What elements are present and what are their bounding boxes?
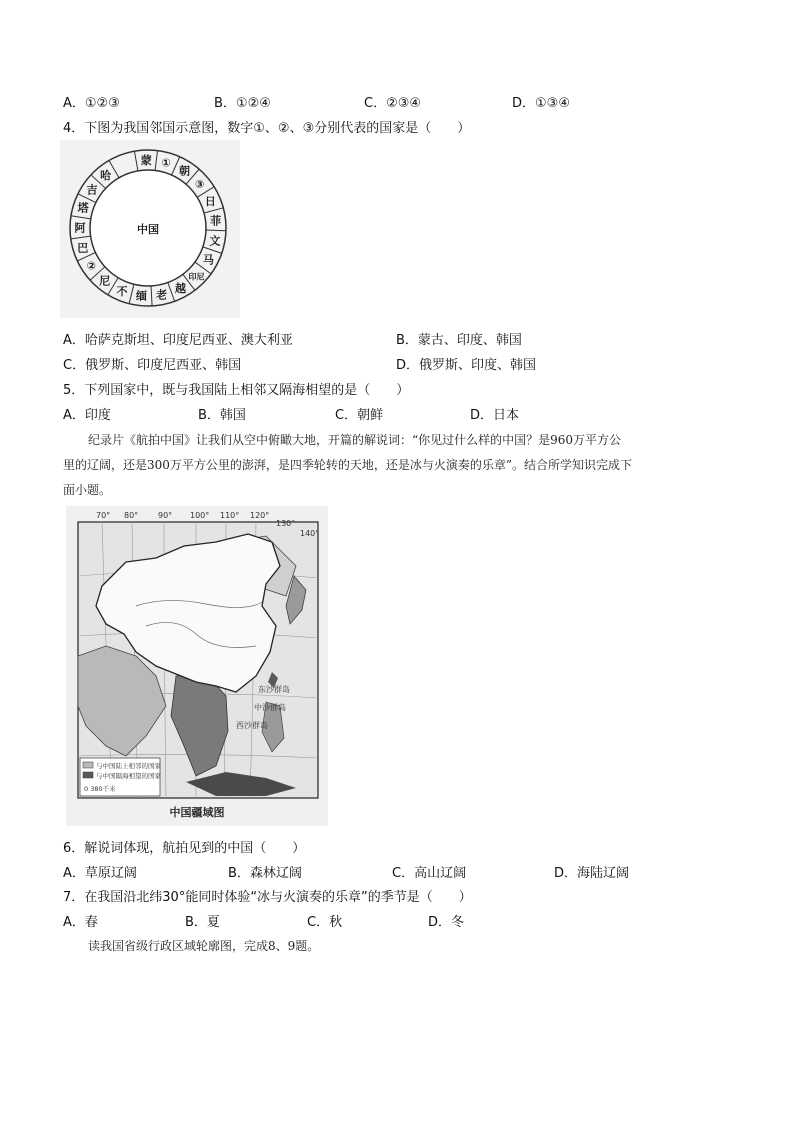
q5-option-b: B．韩国 xyxy=(198,408,246,423)
ring-label: 老 xyxy=(156,288,168,302)
ring-label: 缅 xyxy=(135,289,147,303)
passage-line-1: 纪录片《航拍中国》让我们从空中俯瞰大地，开篇的解说词：“你见过什么样的中国？是960万平方公 xyxy=(88,433,622,447)
lon-label: 80° xyxy=(124,511,139,520)
map-scale: 0 380千米 xyxy=(84,785,116,793)
q4-option-c: C．俄罗斯、印度尼西亚、韩国 xyxy=(63,358,242,373)
q6-option-a: A．草原辽阔 xyxy=(63,866,137,881)
ring-label: 哈 xyxy=(100,168,112,182)
island-label-xisha: 西沙群岛 xyxy=(236,721,268,730)
ring-label: 印尼 xyxy=(188,272,205,282)
ring-label: ② xyxy=(86,259,96,273)
ring-label: 阿 xyxy=(74,221,86,235)
q6-option-b: B．森林辽阔 xyxy=(228,866,302,881)
q4-option-d: D．俄罗斯、印度、韩国 xyxy=(396,358,537,373)
ring-label: 塔 xyxy=(77,201,89,215)
ring-label: 朝 xyxy=(179,164,191,178)
lon-label: 90° xyxy=(158,511,173,520)
q7-option-b: B．夏 xyxy=(185,915,220,930)
ring-label: 文 xyxy=(209,234,221,248)
q7-option-a: A．春 xyxy=(63,915,98,930)
lon-label: 140° xyxy=(300,529,320,538)
center-label-china: 中国 xyxy=(137,223,159,236)
q4-option-a: A．哈萨克斯坦、印度尼西亚、澳大利亚 xyxy=(63,333,293,348)
island-label-dongsha: 东沙群岛 xyxy=(258,685,290,694)
lon-label: 110° xyxy=(220,511,240,520)
ring-label: 日 xyxy=(204,194,216,208)
lon-label: 120° xyxy=(250,511,270,520)
passage-line-3: 面小题。 xyxy=(63,483,112,497)
lon-label: 70° xyxy=(96,511,111,520)
q3-option-b: B．①②④ xyxy=(214,96,271,111)
q3-option-a: A．①②③ xyxy=(63,96,120,111)
ring-label: 菲 xyxy=(210,214,222,228)
legend-land-neighbor: 与中国陆上相邻的国家 xyxy=(96,762,161,770)
q7-option-c: C．秋 xyxy=(307,915,343,930)
q7-stem: 7．在我国沿北纬30°能同时体验“冰与火演奏的乐章”的季节是（ ） xyxy=(63,890,472,905)
ring-label: ③ xyxy=(195,177,205,191)
q3-option-c: C．②③④ xyxy=(364,96,422,111)
q5-option-c: C．朝鲜 xyxy=(335,408,384,423)
map-caption: 中国疆域图 xyxy=(169,806,225,819)
lon-label: 100° xyxy=(190,511,210,520)
ring-label: 马 xyxy=(202,253,214,267)
q6-stem: 6．解说词体现，航拍见到的中国（ ） xyxy=(63,841,306,856)
legend-swatch-sea-neighbor xyxy=(83,772,93,778)
q89-intro: 读我国省级行政区域轮廓图，完成8、9题。 xyxy=(88,939,320,953)
ring-label: 巴 xyxy=(77,241,89,255)
china-territory-map xyxy=(66,506,328,826)
neighbors-ring-diagram xyxy=(60,140,240,318)
ring-label: ① xyxy=(161,156,171,170)
ring-label: 越 xyxy=(174,281,186,295)
ring-divider xyxy=(206,230,226,231)
q7-option-d: D．冬 xyxy=(428,915,465,930)
q6-option-d: D．海陆辽阔 xyxy=(554,866,630,881)
passage-line-2: 里的辽阔，还是300万平方公里的澎湃，是四季轮转的天地，还是冰与火演奏的乐章”。结合所学知识完成下 xyxy=(63,458,633,472)
ring-label: 不 xyxy=(116,284,128,298)
legend-sea-neighbor: 与中国隔海相望的国家 xyxy=(96,772,161,780)
q5-option-a: A．印度 xyxy=(63,408,111,423)
q3-option-d: D．①③④ xyxy=(512,96,570,111)
q4-option-b: B．蒙古、印度、韩国 xyxy=(396,333,522,348)
q4-stem: 4．下图为我国邻国示意图，数字①、②、③分别代表的国家是（ ） xyxy=(63,121,471,136)
q5-stem: 5．下列国家中，既与我国陆上相邻又隔海相望的是（ ） xyxy=(63,383,410,398)
ring-label: 尼 xyxy=(99,274,111,288)
ring-label: 蒙 xyxy=(140,154,152,168)
q5-option-d: D．日本 xyxy=(470,408,520,423)
ring-label: 吉 xyxy=(86,183,98,197)
q6-option-c: C．高山辽阔 xyxy=(392,866,467,881)
legend-swatch-land-neighbor xyxy=(83,762,93,768)
island-label-zhongsha: 中沙群岛 xyxy=(254,703,286,712)
lon-label: 130° xyxy=(276,519,296,528)
